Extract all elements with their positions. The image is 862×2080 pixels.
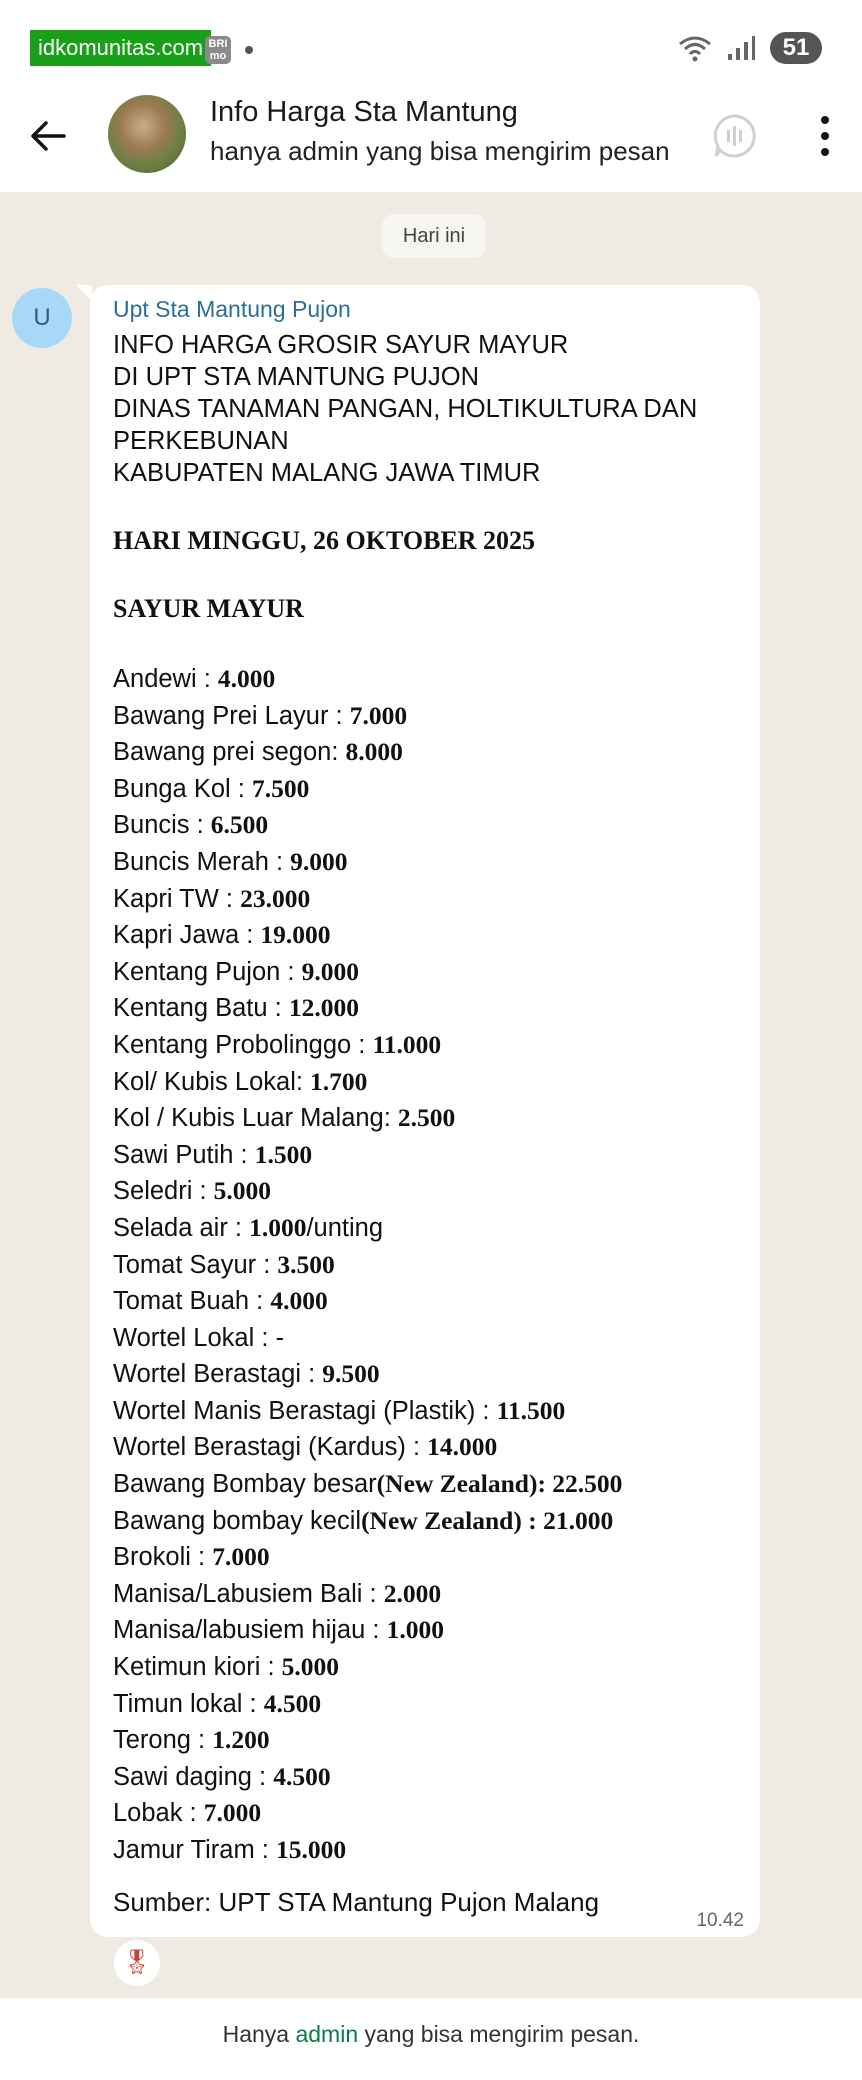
price-item: [113, 807, 743, 844]
item-price: 4.000: [270, 1286, 328, 1316]
item-price: 9.000: [301, 956, 359, 986]
item-name: Bawang prei segon:: [113, 738, 346, 767]
item-name: Manisa/Labusiem Bali :: [113, 1579, 384, 1608]
more-options-icon[interactable]: [815, 114, 835, 158]
item-name: Wortel Berastagi :: [113, 1360, 323, 1389]
item-price: 23.000: [240, 883, 311, 913]
price-item: [113, 1503, 743, 1540]
item-name: Selada air :: [113, 1213, 250, 1242]
more-notifications-dot-icon: [245, 46, 253, 54]
date-chip: Hari ini: [382, 214, 486, 258]
wifi-icon: [678, 34, 712, 62]
price-item: [113, 954, 743, 991]
item-name: Kentang Batu :: [113, 994, 289, 1023]
chat-header: [0, 90, 862, 192]
item-price: 1.700: [310, 1066, 368, 1096]
price-item: [113, 844, 743, 881]
price-item: [113, 1393, 743, 1430]
item-name: Bunga Kol :: [113, 774, 252, 803]
item-name: Brokoli :: [113, 1543, 213, 1572]
item-unit: /unting: [306, 1213, 384, 1242]
message-bubble[interactable]: [90, 285, 760, 1937]
item-name: Bawang Prei Layur :: [113, 701, 350, 730]
item-price: 3.500: [277, 1249, 335, 1279]
price-item: [113, 1429, 743, 1466]
item-name: Terong :: [113, 1726, 213, 1755]
price-item: [113, 1649, 743, 1686]
price-item: [113, 661, 743, 698]
item-name: Kentang Probolinggo :: [113, 1030, 373, 1059]
status-bar: [0, 0, 862, 90]
item-price: 9.000: [290, 846, 348, 876]
price-item: [113, 1356, 743, 1393]
item-price: 7.000: [349, 700, 408, 730]
item-price: 1.000: [386, 1615, 444, 1645]
item-price: 8.000: [345, 737, 403, 767]
item-name: Wortel Manis Berastagi (Plastik) :: [113, 1396, 497, 1425]
price-item: [113, 1137, 743, 1174]
footer-text-prefix: Hanya: [222, 2021, 296, 2047]
price-item: [113, 1686, 743, 1723]
voice-chat-icon[interactable]: [710, 112, 758, 160]
price-item: [113, 1539, 743, 1576]
item-price: 4.500: [273, 1761, 331, 1791]
item-price: 9.500: [322, 1359, 380, 1389]
item-name: Timun lokal :: [113, 1689, 264, 1718]
price-item: [113, 917, 743, 954]
price-item: [113, 1210, 743, 1247]
sender-avatar[interactable]: U: [12, 288, 72, 348]
channel-avatar[interactable]: [108, 95, 186, 173]
item-name: Kol / Kubis Luar Malang:: [113, 1104, 398, 1133]
heading-line: INFO HARGA GROSIR SAYUR MAYUR: [113, 331, 569, 359]
watermark: idkomunitas.com: [30, 30, 211, 66]
price-item: [113, 1576, 743, 1613]
item-price: (New Zealand): 22.500: [376, 1469, 623, 1499]
price-item: [113, 1173, 743, 1210]
item-price: 5.000: [281, 1652, 340, 1682]
item-name: Sawi Putih :: [113, 1140, 255, 1169]
item-name: Bawang bombay kecil: [113, 1506, 362, 1535]
chat-title[interactable]: Info Harga Sta Mantung: [210, 96, 518, 128]
item-price: 7.000: [203, 1798, 262, 1828]
item-name: Wortel Berastagi (Kardus) :: [113, 1433, 428, 1462]
item-name: Jamur Tiram :: [113, 1836, 276, 1864]
item-price: 12.000: [288, 993, 359, 1023]
price-item: [113, 1759, 743, 1796]
item-price: 14.000: [427, 1432, 498, 1462]
footer-text-suffix: yang bisa mengirim pesan.: [358, 2021, 640, 2047]
system-icons: [678, 32, 822, 64]
back-arrow-icon[interactable]: [28, 116, 68, 156]
item-name: Kentang Pujon :: [113, 957, 302, 986]
heading-line: DINAS TANAMAN PANGAN, HOLTIKULTURA DAN: [113, 395, 698, 423]
price-item: [113, 1247, 743, 1284]
item-name: Kapri Jawa :: [113, 921, 261, 950]
price-item: [113, 698, 743, 735]
item-name: Seledri :: [113, 1177, 214, 1206]
item-name: Bawang Bombay besar: [113, 1470, 377, 1499]
price-item: [113, 1832, 743, 1869]
item-name: Tomat Sayur :: [113, 1250, 278, 1279]
item-price: 2.500: [397, 1103, 456, 1133]
signal-icon: [726, 34, 756, 62]
item-price: 7.000: [212, 1542, 270, 1572]
item-price: 1.500: [254, 1139, 313, 1169]
item-name: Ketimun kiori :: [113, 1653, 282, 1682]
item-price: 1.000: [249, 1212, 307, 1242]
item-price: 15.000: [275, 1835, 347, 1864]
section-title: SAYUR MAYUR: [113, 594, 304, 623]
item-price: 4.000: [217, 664, 276, 693]
price-item: [113, 1100, 743, 1137]
item-name: Lobak :: [113, 1799, 204, 1828]
footer-notice: [0, 1998, 862, 2080]
notification-icons: [205, 36, 253, 64]
item-price: 7.500: [251, 773, 310, 803]
heading-line: PERKEBUNAN: [113, 427, 289, 455]
price-item: [113, 771, 743, 808]
heading-line: KABUPATEN MALANG JAWA TIMUR: [113, 459, 541, 487]
item-price: 5.000: [213, 1176, 272, 1206]
item-price: 19.000: [260, 920, 331, 950]
message-text: [113, 329, 743, 1869]
item-price: 2.000: [383, 1578, 442, 1608]
item-name: Manisa/labusiem hijau :: [113, 1616, 387, 1645]
price-item: [113, 1612, 743, 1649]
price-item: [113, 990, 743, 1027]
price-item: [113, 1027, 743, 1064]
date-line: HARI MINGGU, 26 OKTOBER 2025: [113, 526, 536, 555]
battery-icon: 51: [770, 32, 822, 64]
item-name: Andewi :: [113, 665, 218, 693]
price-item: [113, 1795, 743, 1832]
item-name: Buncis Merah :: [113, 847, 291, 876]
item-price: 4.500: [263, 1688, 322, 1718]
item-name: Tomat Buah :: [113, 1287, 271, 1316]
item-price: 6.500: [210, 810, 269, 840]
sender-name[interactable]: Upt Sta Mantung Pujon: [113, 296, 351, 322]
chat-subtitle[interactable]: hanya admin yang bisa mengirim pesan: [210, 136, 670, 166]
price-item: [113, 1722, 743, 1759]
heading-line: DI UPT STA MANTUNG PUJON: [113, 363, 480, 391]
price-item: [113, 1320, 743, 1357]
price-item: [113, 881, 743, 918]
price-item: [113, 734, 743, 771]
message-time: 10.42: [696, 1910, 744, 1931]
item-price: 11.000: [372, 1029, 442, 1059]
item-name: Buncis :: [113, 811, 211, 840]
item-name: Wortel Lokal : -: [113, 1323, 285, 1352]
item-name: Kapri TW :: [113, 884, 241, 913]
price-item: [113, 1283, 743, 1320]
item-price: 1.200: [212, 1725, 270, 1755]
app-badge-icon: BRI mo: [205, 36, 231, 64]
item-name: Kol/ Kubis Lokal:: [113, 1067, 311, 1096]
source-line: Sumber: UPT STA Mantung Pujon Malang: [113, 1887, 600, 1917]
price-list: [113, 661, 743, 1869]
item-name: Sawi daging :: [113, 1762, 274, 1791]
price-item: [113, 1466, 743, 1503]
price-item: [113, 1064, 743, 1101]
item-price: (New Zealand) : 21.000: [361, 1505, 614, 1535]
admin-link[interactable]: admin: [295, 2021, 359, 2047]
item-price: 11.500: [496, 1395, 566, 1425]
reaction-medal-icon[interactable]: 🎖: [114, 1940, 160, 1986]
